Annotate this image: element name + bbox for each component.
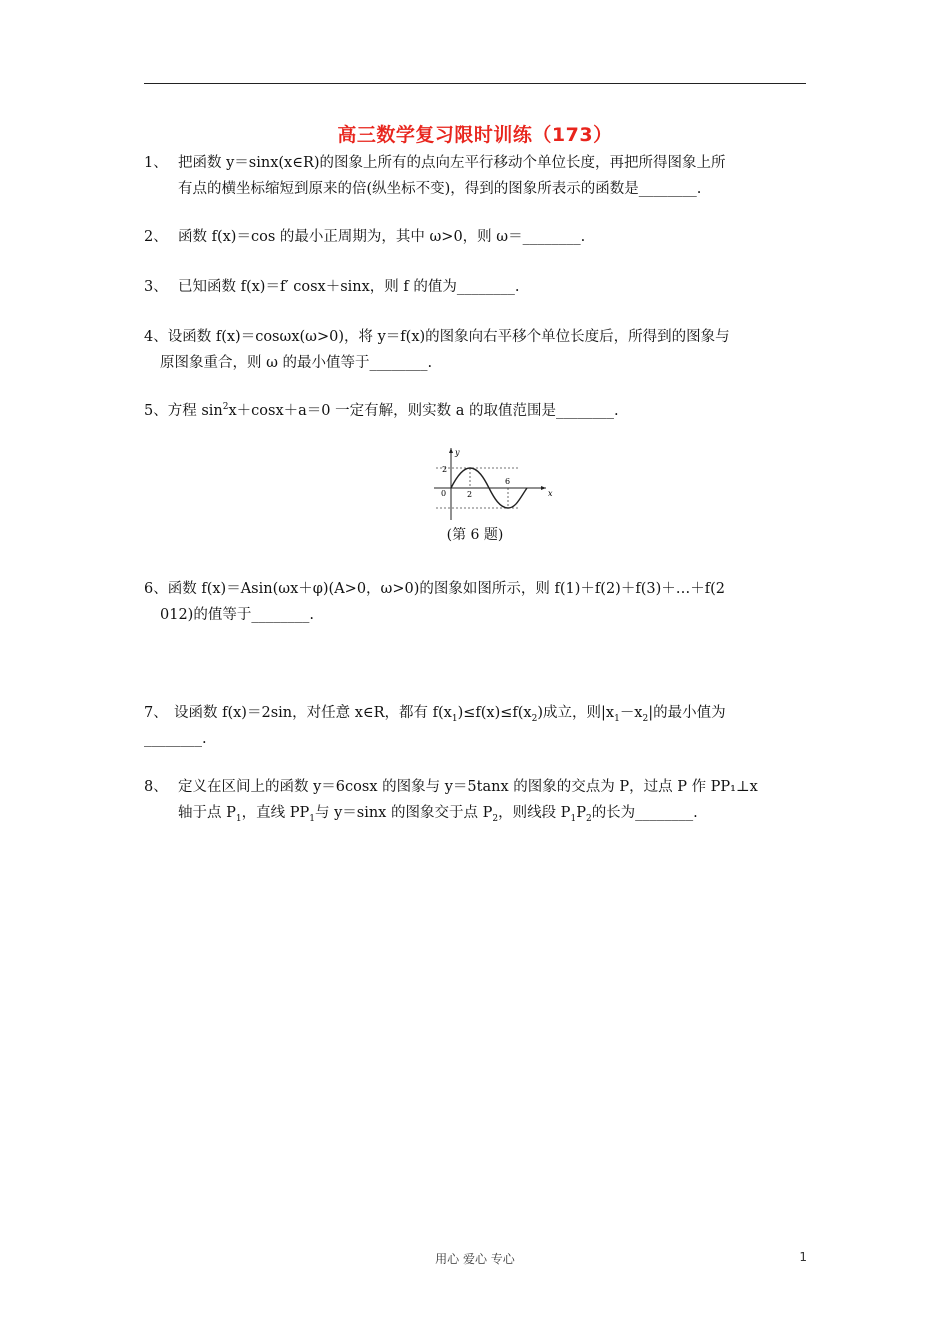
problem-text: 已知函数 f(x)＝f′ cosx＋sinx，则 f 的值为________. (178, 279, 520, 295)
subscript: 2 (531, 713, 538, 724)
problem-8 (144, 774, 808, 826)
problem-text: ________. (144, 731, 207, 747)
problem-text: －x (619, 705, 643, 721)
problem-text: 方程 sin (167, 403, 223, 419)
problem-2 (144, 224, 808, 250)
problem-3 (144, 274, 808, 300)
problem-text: 原图象重合，则 ω 的最小值等于________. (160, 355, 433, 371)
problem-text: ，直线 PP (241, 805, 310, 821)
problem-text: 的长为________. (591, 805, 698, 821)
label-x-2: 2 (467, 490, 473, 499)
label-y-2: 2 (442, 465, 448, 474)
problem-text: 设函数 f(x)＝2sin，对任意 x∈R，都有 f(x (174, 705, 452, 721)
problem-text: 有点的横坐标缩短到原来的倍(纵坐标不变)，得到的图象所表示的函数是________. (178, 181, 702, 197)
subscript: 1 (235, 813, 242, 824)
problem-text: )≤f(x)≤f(x (457, 705, 532, 721)
x-axis-label: x (548, 489, 553, 498)
figure-caption: (第 6 题) (446, 527, 504, 543)
problem-text: )成立，则|x (537, 705, 615, 721)
problem-number: 8、 (144, 779, 168, 795)
header-rule (144, 83, 806, 84)
subscript: 1 (570, 813, 577, 824)
problem-number: 7、 (144, 705, 168, 721)
label-origin: 0 (441, 489, 447, 498)
label-x-6: 6 (505, 477, 511, 486)
problem-text: P (576, 805, 586, 821)
problem-text: 设函数 f(x)＝cosωx(ω>0)，将 y＝f(x)的图象向右平移个单位长度后，所得到的图象与 (167, 329, 730, 345)
problem-text: 定义在区间上的函数 y＝6cosx 的图象与 y＝5tanx 的图象的交点为 P，过点 P 作 PP₁⊥x (178, 779, 758, 795)
y-axis-arrow (449, 448, 453, 453)
subscript: 2 (492, 813, 499, 824)
problem-text: x＋cosx＋a＝0 一定有解，则实数 a 的取值范围是________. (228, 403, 619, 419)
problem-number: 2、 (144, 229, 168, 245)
y-axis-label: y (455, 448, 460, 457)
subscript: 2 (642, 713, 649, 724)
problem-text: 函数 f(x)＝Asin(ωx＋φ)(A>0，ω>0)的图象如图所示，则 f(1)＋f(2)＋f(3)＋…＋f(2 (167, 581, 725, 597)
problem-number: 3、 (144, 279, 168, 295)
problem-number: 1、 (144, 155, 168, 171)
problem-text: 函数 f(x)＝cos 的最小正周期为，其中 ω>0，则 ω＝________. (178, 229, 586, 245)
problem-5 (144, 398, 808, 424)
superscript: 2 (222, 402, 229, 413)
x-axis-arrow (541, 486, 546, 490)
problem-1 (144, 150, 808, 202)
problem-7 (144, 700, 808, 752)
page-number: 1 (799, 1250, 807, 1264)
problem-text: 轴于点 P (178, 805, 236, 821)
problem-4 (144, 324, 808, 376)
problem-text: 012)的值等于________. (160, 607, 314, 623)
problem-number: 5、 (144, 403, 168, 419)
page-title: 高三数学复习限时训练（173） (337, 124, 613, 146)
problem-text: 把函数 y＝sinx(x∈R)的图象上所有的点向左平行移动个单位长度，再把所得图象上所 (178, 155, 726, 171)
problem-text: |的最小值为 (648, 705, 726, 721)
problem-number: 4、 (144, 329, 168, 345)
problem-text: ，则线段 P (498, 805, 571, 821)
problem-number: 6、 (144, 581, 168, 597)
subscript: 1 (451, 713, 458, 724)
problem-6 (144, 576, 808, 628)
footer-text: 用心 爱心 专心 (435, 1252, 515, 1266)
sine-graph-figure (428, 444, 558, 524)
spacer (144, 628, 808, 700)
problem-text: 与 y＝sinx 的图象交于点 P (314, 805, 493, 821)
subscript: 2 (585, 813, 592, 824)
subscript: 1 (309, 813, 315, 824)
subscript: 1 (614, 713, 620, 724)
